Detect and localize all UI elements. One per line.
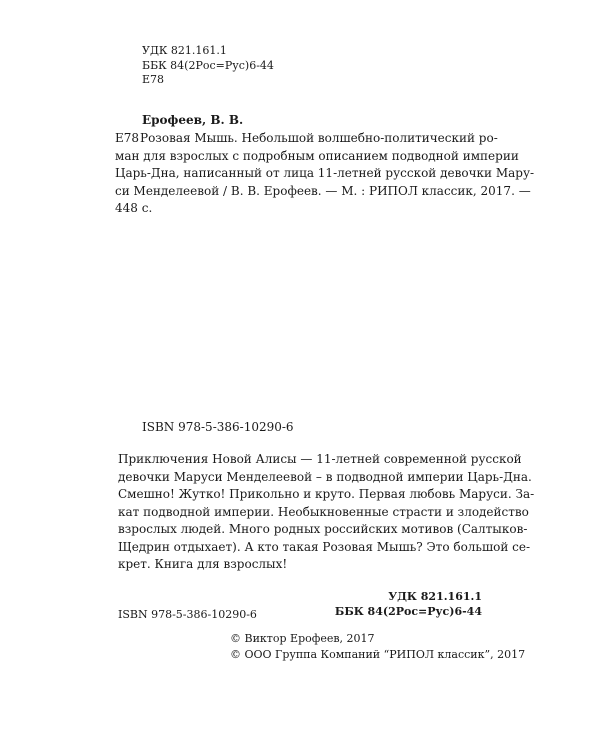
catalog-entry-line: Царь-Дна, написанный от лица 11-летней русской девочки Мару- xyxy=(115,166,535,180)
catalog-entry-line: 448 с. xyxy=(115,201,153,215)
catalog-entry-line: Розовая Мышь. Небольшой волшебно-политический ро- xyxy=(140,131,498,145)
catalog-author: Ерофеев, В. В. xyxy=(142,113,244,127)
copyright-author: © Виктор Ерофеев, 2017 xyxy=(230,632,375,645)
isbn-bottom: ISBN 978-5-386-10290-6 xyxy=(118,608,257,621)
annotation-line: Приключения Новой Алисы — 11-летней современной русской xyxy=(118,452,522,466)
annotation-line: крет. Книга для взрослых! xyxy=(118,557,288,571)
catalog-entry-line: ман для взрослых с подробным описанием подводной империи xyxy=(115,148,519,163)
catalog-entry-line: си Менделеевой / В. В. Ерофеев. — М. : РИПОЛ классик, 2017. — xyxy=(115,183,531,198)
annotation-line: Смешно! Жутко! Прикольно и круто. Первая любовь Маруси. За- xyxy=(118,487,535,501)
author-mark: Е78 xyxy=(142,73,165,86)
annotation-line: кат подводной империи. Необыкновенные страсти и злодейство xyxy=(118,504,529,519)
annotation-line: девочки Маруси Менделеевой – в подводной империи Царь-Дна. xyxy=(118,469,532,484)
udk-code-bottom: УДК 821.161.1 xyxy=(388,590,482,603)
annotation-line: взрослых людей. Много родных российских мотивов (Салтыков- xyxy=(118,522,528,536)
classification-block-top xyxy=(142,44,274,88)
isbn-top: ISBN 978-5-386-10290-6 xyxy=(142,420,294,434)
udk-code: УДК 821.161.1 xyxy=(142,44,227,57)
copyright-block xyxy=(230,631,525,662)
catalog-entry xyxy=(115,130,535,218)
bbk-code: ББК 84(2Рос=Рус)6-44 xyxy=(142,58,274,72)
classification-block-bottom xyxy=(335,590,482,619)
catalog-entry-code: Е78 xyxy=(115,131,140,145)
bbk-code-bottom: ББК 84(2Рос=Рус)6-44 xyxy=(334,604,482,618)
annotation-line: Щедрин отдыхает). А кто такая Розовая Мышь? Это большой се- xyxy=(118,539,531,554)
copyright-publisher: © ООО Группа Компаний “РИПОЛ классик”, 2017 xyxy=(230,647,526,661)
annotation xyxy=(118,451,535,574)
